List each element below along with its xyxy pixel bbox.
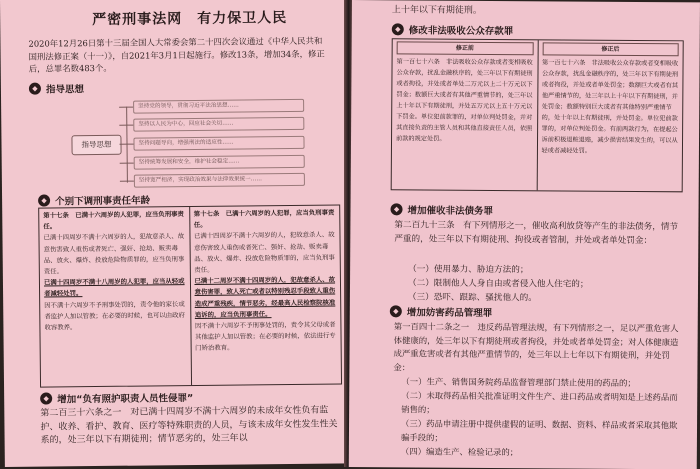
guiding-diagram bbox=[71, 99, 302, 189]
list-item: （一）使用暴力、胁迫方法的； bbox=[408, 264, 529, 276]
list-item: （一）生产、销售国务院药品监督管理部门禁止使用的药品的； bbox=[401, 376, 636, 388]
table-col-before: 第十七条 已满十六周岁的人犯罪，应当负刑事责任。 已满十四周岁不满十六周岁的人，犯故意杀人、故意伤害致人重伤或者死亡、强奸、抢劫、贩卖毒品、放火、爆炸、投放危险物质罪的，应当负刑事责任。 已满十四周岁不满十八周岁的人犯罪，应当从轻或者减轻处罚。 因不满十六周岁不予刑事处罚的，责令他的家长或者监护人加以管教；在必要的时候，也可以由政府收容教养。 bbox=[43, 210, 185, 332]
table-col-before: 修正前 第一百七十六条 非法吸收公众存款或者变相吸收公众存款，扰乱金融秩序的，处三年以下有期徒刑或者拘役，并处或者单处二万元以上二十万元以下罚金；数额巨大或者有其他严重情节的，处三年以上十年以下有期徒刑，并处五万元以上五十万元以下罚金。单位犯前款罪的，对单位判处罚金，并对其直接负责的主管人员和其他直接责任人员，依照前款的规定处罚。 bbox=[392, 39, 538, 190]
table-col-after: 修正后 第一百七十六条 非法吸收公众存款或者变相吸收公众存款，扰乱金融秩序的，处三年以下有期徒刑或者拘役，并处或者单处罚金；数额巨大或者有其他严重情节的，处三年以上十年以下有期徒刑，并处罚金；数额特别巨大或者有其他特别严重情节的，处十年以上有期徒刑，并处罚金。单位犯前款罪的，对单位判处罚金。有前两款行为，在提起公诉前积极退赃退赔，减少损害结果发生的，可以从轻或者减轻处罚。 bbox=[536, 40, 683, 191]
deposit-comparison-table bbox=[391, 38, 684, 192]
table-col-after: 第十七条 已满十六周岁的人犯罪，应当负刑事责任。 已满十四周岁不满十六周岁的人，犯故意杀人、故意伤害致人重伤或者死亡、强奸、抢劫、贩卖毒品、放火、爆炸、投放危险物质罪的，应当负刑事责任。 已满十二周岁不满十四周岁的人，犯故意杀人、故意伤害罪，致人死亡或者以特别残忍手段致人重伤造成严重残疾，情节恶劣，经最高人民检察院核准追诉的，应当负刑事责任。 因不满十六周岁不予刑事处罚的，责令其父母或者其他监护人加以管教；在必要的时候，依法进行专门矫治教育。 bbox=[189, 205, 341, 385]
diagram-item: 坚持统筹发展和安全，维护社会稳定…… bbox=[134, 155, 305, 170]
section-debt: ◆ 增加催收非法债务罪 bbox=[390, 202, 493, 217]
diagram-item: 坚持以人民为中心，回应社会关切…… bbox=[133, 117, 304, 132]
section-bullet-icon: ◆ bbox=[29, 83, 41, 95]
list-item: （三）恐吓、跟踪、骚扰他人的。 bbox=[407, 292, 537, 304]
diagram-item: 坚持宽严相济，实现政治效果与法律效果统一…… bbox=[134, 173, 305, 188]
section-guiding: ◆ 指导思想 bbox=[29, 81, 84, 96]
section-drug: ◆ 增加妨害药品管理罪 bbox=[390, 304, 493, 319]
section-bullet-icon: ◆ bbox=[392, 23, 404, 35]
list-item: （二）未取得药品相关批准证明文件生产、进口药品或者明知是上述药品而销售的； bbox=[401, 390, 678, 415]
list-item: （四）编造生产、检验记录的； bbox=[400, 446, 519, 458]
diagram-center: 指导思想 bbox=[71, 135, 121, 156]
section-bullet-icon: ◆ bbox=[38, 194, 50, 206]
article-293-text: 第二百九十三条 有下列情形之一，催收高利放贷等产生的非法债务，情节严重的，处三年以下有期徒刑、拘役或者管制，并处或者单处罚金： bbox=[394, 220, 679, 247]
section-bullet-icon: ◆ bbox=[390, 203, 402, 215]
intro-paragraph: 2020年12月26日第十三届全国人大常委会第二十四次会议通过《中华人民共和国刑法修正案（十一）》，自2021年3月1日起施行。修改13条，增加34条，修正后，总罪名数483个。 bbox=[28, 35, 325, 74]
section-public-deposit: ◆ 修改非法吸收公众存款罪 bbox=[392, 22, 514, 37]
left-page bbox=[0, 0, 350, 467]
article-142-text: 第一百四十二条之一 违反药品管理法规，有下列情形之一，足以严重危害人体健康的，处三年以下有期徒刑或者拘役，并处或者单处罚金；对人体健康造成严重危害或者有其他严重情节的，处三年以上七年以下有期徒刑，并处罚金： bbox=[393, 321, 679, 372]
section-bullet-icon: ◆ bbox=[390, 305, 402, 317]
article-236-text: 第二百三十六条之一 对已满十四周岁不满十六周岁的未成年女性负有监护、收养、看护、教育、医疗等特殊职责的人员，与该未成年女性发生性关系的，处三年以下有期徒刑；情节恶劣的，处三年以 bbox=[40, 405, 338, 446]
section-guardian: ◆ 增加“负有照护职责人员性侵罪” bbox=[40, 390, 193, 406]
carry-over-text: 上十年以下有期徒刑。 bbox=[391, 5, 482, 16]
right-page bbox=[349, 0, 700, 469]
list-item: （二）限制他人人身自由或者侵入他人住宅的； bbox=[407, 278, 589, 290]
page-title: 严密刑事法网 有力保卫人民 bbox=[92, 9, 288, 29]
diagram-item: 坚持问题导向，增强刑法的适应性…… bbox=[133, 136, 304, 151]
section-bullet-icon: ◆ bbox=[40, 392, 52, 404]
list-item: （三）药品申请注册中提供虚假的证明、数据、资料、样品或者采取其他欺骗手段的； bbox=[400, 418, 678, 443]
section-age: ◆ 个别下调刑事责任年龄 bbox=[38, 192, 150, 207]
diagram-item: 坚持党的领导，贯彻习近平法治思想…… bbox=[133, 99, 304, 114]
age-comparison-table bbox=[38, 204, 342, 387]
